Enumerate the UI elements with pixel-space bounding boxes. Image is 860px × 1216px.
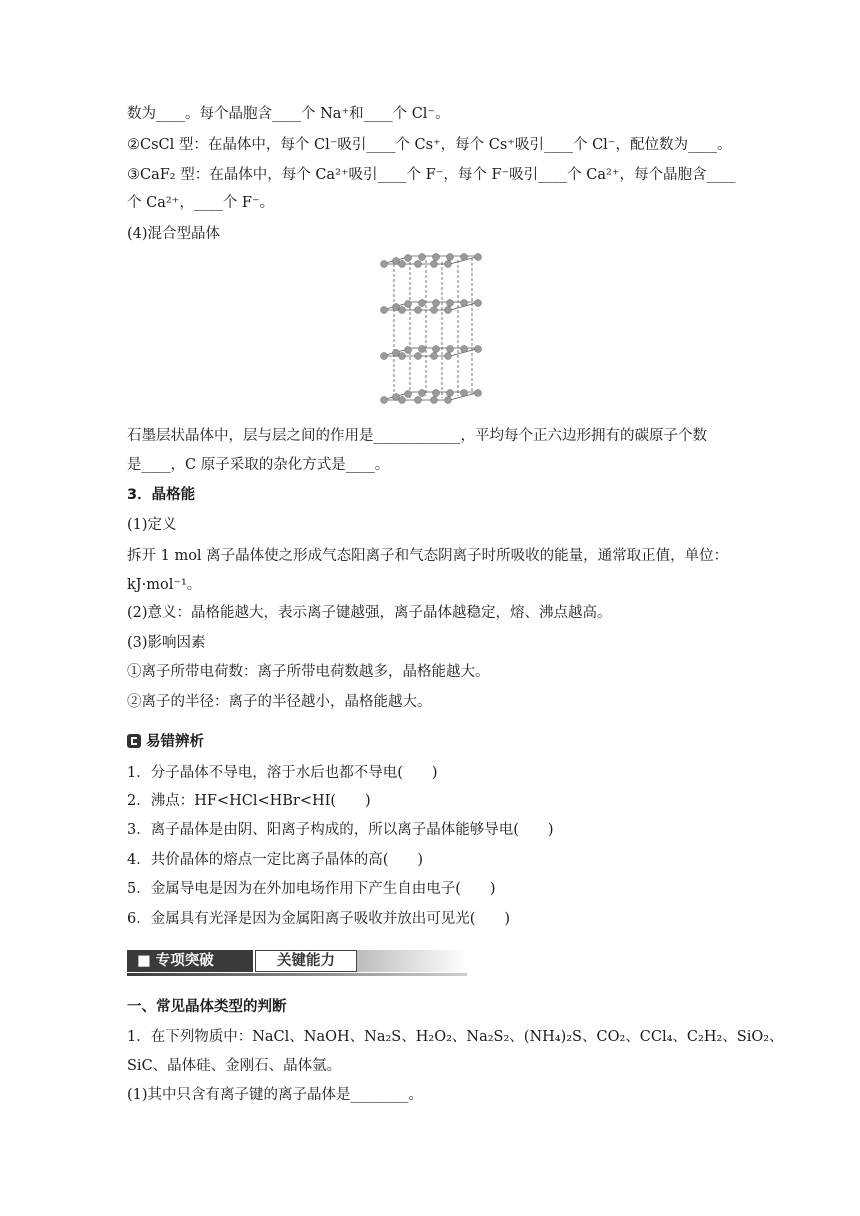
error-item: 3．离子晶体是由阴、阳离子构成的，所以离子晶体能够导电( ): [127, 822, 554, 838]
text-line: (1)定义: [127, 517, 177, 533]
error-item: 5．金属导电是因为在外加电场作用下产生自由电子( ): [127, 881, 496, 897]
banner-right-label: 关键能力: [255, 950, 357, 972]
text-line: ①离子所带电荷数：离子所带电荷数越多，晶格能越大。: [127, 664, 490, 680]
text-line: 数为____。每个晶胞含____个 Na⁺和____个 Cl⁻。: [127, 106, 450, 122]
error-analysis-title: 易错辨析: [146, 734, 204, 750]
banner-underline: [127, 973, 467, 976]
banner-fade: [357, 950, 467, 972]
text-line: ②离子的半径：离子的半径越小，晶格能越大。: [127, 694, 432, 710]
error-analysis-heading: [127, 732, 204, 752]
section-heading: 3．晶格能: [127, 487, 196, 503]
text-line: (2)意义：晶格能越大，表示离子键越强，离子晶体越稳定，熔、沸点越高。: [127, 605, 612, 621]
e-badge-icon: [127, 734, 141, 748]
text-line: ③CaF₂ 型：在晶体中，每个 Ca²⁺吸引____个 F⁻，每个 F⁻吸引____个 Ca²⁺，每个晶胞含____: [127, 167, 736, 183]
text-line: 石墨层状晶体中，层与层之间的作用是____________，平均每个正六边形拥有的碳原子个数: [127, 428, 707, 444]
text-line: kJ·mol⁻¹。: [127, 577, 202, 593]
error-item: 6．金属具有光泽是因为金属阳离子吸收并放出可见光( ): [127, 911, 511, 927]
question-line: 1．在下列物质中：NaCl、NaOH、Na₂S、H₂O₂、Na₂S₂、(NH₄)₂S、CO₂、CCl₄、C₂H₂、SiO₂、: [127, 1029, 784, 1045]
section-banner: [127, 948, 467, 976]
error-item: 4．共价晶体的熔点一定比离子晶体的高( ): [127, 852, 424, 868]
banner-left-label: ■ 专项突破: [127, 950, 253, 972]
subsection-title: 一、常见晶体类型的判断: [127, 999, 287, 1015]
question-line: SiC、晶体硅、金刚石、晶体氩。: [127, 1058, 342, 1074]
question-line: (1)其中只含有离子键的离子晶体是________。: [127, 1087, 424, 1103]
text-line: (3)影响因素: [127, 635, 206, 651]
text-line: 拆开 1 mol 离子晶体使之形成气态阳离子和气态阴离子时所吸收的能量，通常取正值，单位：: [127, 548, 729, 564]
text-line: ②CsCl 型：在晶体中，每个 Cl⁻吸引____个 Cs⁺，每个 Cs⁺吸引____个 Cl⁻，配位数为____。: [127, 137, 732, 153]
graphite-structure-figure: [372, 252, 490, 414]
text-line: 是____，C 原子采取的杂化方式是____。: [127, 457, 390, 473]
error-item: 1．分子晶体不导电，溶于水后也都不导电( ): [127, 765, 438, 781]
text-line: (4)混合型晶体: [127, 226, 221, 242]
error-item: 2．沸点：HF<HCl<HBr<HI( ): [127, 793, 371, 809]
text-line: 个 Ca²⁺，____个 F⁻。: [127, 195, 275, 211]
